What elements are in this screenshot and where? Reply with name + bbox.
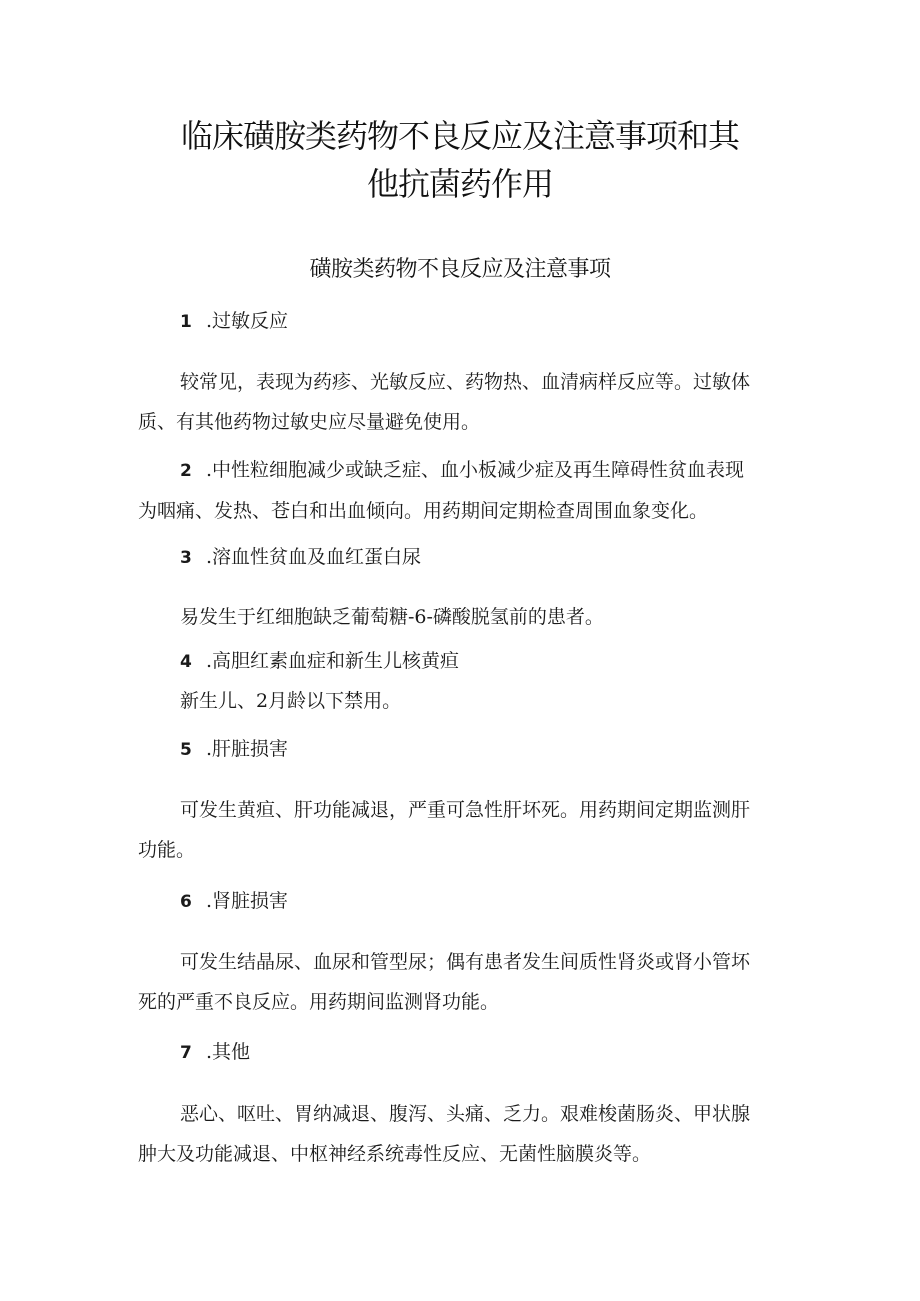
section-number: 7 xyxy=(180,1043,192,1063)
section-number: 3 xyxy=(180,548,192,568)
title-line-2: 他抗菌药作用 xyxy=(366,165,553,203)
paragraph-line: 死的严重不良反应。用药期间监测肾功能。 xyxy=(138,991,500,1013)
section-heading-text: .肝脏损害 xyxy=(206,738,289,760)
paragraph-7 xyxy=(138,1094,786,1174)
paragraph-4: 新生儿、2月龄以下禁用。 xyxy=(180,690,402,712)
document-title xyxy=(100,112,820,208)
section-heading-3 xyxy=(180,542,421,573)
section-heading-1 xyxy=(180,306,288,337)
section-heading-text: .过敏反应 xyxy=(206,310,289,332)
paragraph-2 xyxy=(138,450,786,531)
paragraph-line: 质、有其他药物过敏史应尽量避免使用。 xyxy=(138,411,481,433)
section-heading-text: .高胆红素血症和新生儿核黄疸 xyxy=(206,650,460,672)
section-number: 5 xyxy=(180,740,192,760)
paragraph-line: 可发生黄疸、肝功能减退，严重可急性肝坏死。用药期间定期监测肝 xyxy=(180,799,751,821)
section-subtitle: 磺胺类药物不良反应及注意事项 xyxy=(309,257,611,282)
paragraph-line: 肿大及功能减退、中枢神经系统毒性反应、无菌性脑膜炎等。 xyxy=(138,1143,652,1165)
section-heading-6 xyxy=(180,886,288,917)
section-heading-5 xyxy=(180,734,288,765)
section-number: 2 xyxy=(180,461,192,481)
section-number: 1 xyxy=(180,312,192,332)
section-number: 4 xyxy=(180,652,192,672)
paragraph-line: 功能。 xyxy=(138,839,196,861)
paragraph-6 xyxy=(138,942,786,1022)
paragraph-5 xyxy=(138,790,786,870)
section-number: 6 xyxy=(180,892,192,912)
paragraph-line: 为咽痛、发热、苍白和出血倾向。用药期间定期检查周围血象变化。 xyxy=(138,500,709,522)
paragraph-3: 易发生于红细胞缺乏葡萄糖-6-磷酸脱氢前的患者。 xyxy=(180,606,604,628)
section-heading-text: .肾脏损害 xyxy=(206,890,289,912)
paragraph-line-text: .中性粒细胞减少或缺乏症、血小板减少症及再生障碍性贫血表现 xyxy=(206,459,745,481)
title-line-1: 临床磺胺类药物不良反应及注意事项和其 xyxy=(180,117,739,155)
section-heading-7 xyxy=(180,1037,250,1068)
section-heading-text: .其他 xyxy=(206,1041,251,1063)
section-heading-4 xyxy=(180,646,459,677)
paragraph-line-numbered xyxy=(138,450,786,491)
paragraph-line: 较常见，表现为药疹、光敏反应、药物热、血清病样反应等。过敏体 xyxy=(180,371,751,393)
paragraph-1 xyxy=(138,362,786,442)
paragraph-line: 恶心、呕吐、胃纳减退、腹泻、头痛、乏力。艰难梭菌肠炎、甲状腺 xyxy=(180,1103,751,1125)
section-heading-text: .溶血性贫血及血红蛋白尿 xyxy=(206,546,422,568)
paragraph-line: 可发生结晶尿、血尿和管型尿；偶有患者发生间质性肾炎或肾小管坏 xyxy=(180,951,751,973)
